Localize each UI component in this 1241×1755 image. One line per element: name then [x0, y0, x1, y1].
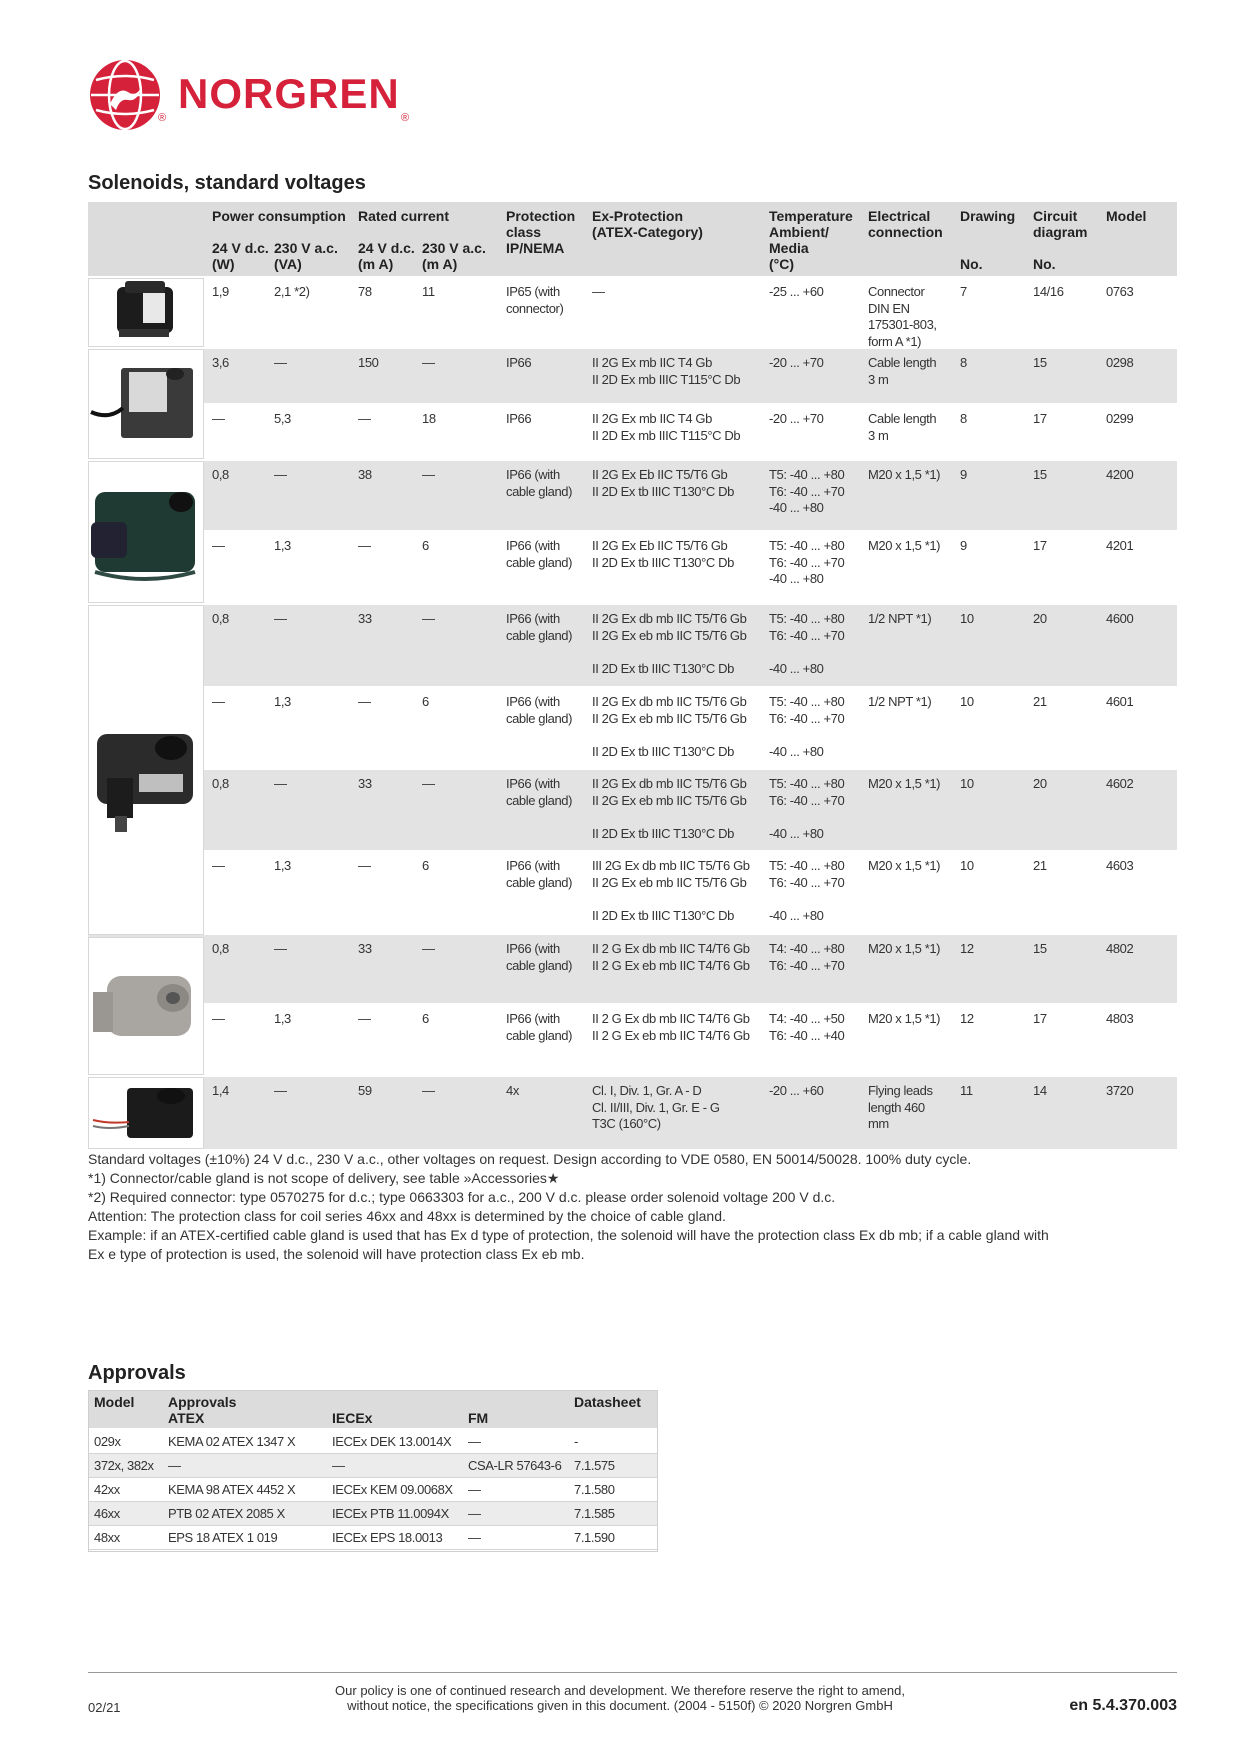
- apv-col-atex: ATEX: [168, 1410, 205, 1426]
- cell-w: 0,8: [212, 776, 229, 791]
- product-image-0298: [88, 349, 204, 459]
- cell-temp: T6: -40 ... +40: [769, 1027, 845, 1043]
- cell-ex: II 2G Ex Eb IIC T5/T6 Gb: [592, 467, 728, 482]
- col-circuit-2: diagram: [1033, 224, 1088, 240]
- cell-model: 4602: [1106, 776, 1134, 791]
- col-electrical: Electrical: [868, 208, 931, 224]
- table-row: [88, 461, 1177, 530]
- cell-w: 1,4: [212, 1083, 229, 1098]
- cell-prot: connector): [506, 300, 564, 316]
- cell-prot: IP66 (with: [506, 694, 560, 709]
- cell-temp: T6: -40 ... +70: [769, 792, 845, 808]
- footer-policy-line: without notice, the specifications given in this document. (2004 - 5150f) © 2020 Norgren GmbH: [347, 1698, 893, 1713]
- col-rated: Rated current: [358, 208, 450, 224]
- apv-cell-ds: 7.1.590: [574, 1530, 615, 1545]
- cell-ex: II 2 G Ex eb mb IIC T4/T6 Gb: [592, 957, 750, 973]
- cell-temp: T5: -40 ... +80: [769, 776, 845, 791]
- cell-circ: 14/16: [1033, 284, 1064, 299]
- cell-ma230: 6: [422, 858, 429, 873]
- note-line: Attention: The protection class for coil series 46xx and 48xx is determined by the choice of cable gland.: [88, 1208, 726, 1224]
- col-protection-2: class: [506, 224, 542, 240]
- cell-elec: M20 x 1,5 *1): [868, 538, 941, 553]
- cell-ma24: 59: [358, 1083, 372, 1098]
- cell-ma24: 38: [358, 467, 372, 482]
- cell-temp: -40 ... +80: [769, 500, 824, 515]
- cell-circ: 21: [1033, 694, 1047, 709]
- apv-cell-ds: 7.1.580: [574, 1482, 615, 1497]
- cell-circ: 15: [1033, 941, 1047, 956]
- col-power: Power consumption: [212, 208, 346, 224]
- cell-ma24: —: [358, 694, 371, 709]
- cell-elec: DIN EN: [868, 300, 910, 316]
- cell-ex: II 2G Ex eb mb IIC T5/T6 Gb: [592, 627, 747, 643]
- cell-temp: -20 ... +70: [769, 355, 824, 370]
- cell-prot: IP65 (with: [506, 284, 560, 299]
- cell-temp: -40 ... +80: [769, 571, 824, 586]
- col-circuit-no: No.: [1033, 256, 1056, 272]
- cell-draw: 12: [960, 1011, 974, 1026]
- cell-temp: -40 ... +80: [769, 743, 824, 759]
- col-ex: Ex-Protection: [592, 208, 684, 224]
- apv-cell-atex: KEMA 02 ATEX 1347 X: [168, 1434, 296, 1449]
- cell-elec: 3 m: [868, 371, 889, 387]
- cell-elec: length 460: [868, 1099, 925, 1115]
- cell-prot: IP66 (with: [506, 611, 560, 626]
- apv-col-iecex: IECEx: [332, 1410, 373, 1426]
- cell-ex: II 2 G Ex db mb IIC T4/T6 Gb: [592, 1011, 750, 1026]
- col-electrical-2: connection: [868, 224, 943, 240]
- product-image-4200: [88, 461, 204, 603]
- apv-cell-fm: —: [468, 1482, 481, 1497]
- table-row: [88, 770, 1177, 850]
- table-header: [88, 202, 1177, 276]
- cell-draw: 10: [960, 694, 974, 709]
- cell-temp: T5: -40 ... +80: [769, 467, 845, 482]
- table-row: [88, 349, 1177, 403]
- cell-model: 4200: [1106, 467, 1134, 482]
- cell-circ: 20: [1033, 611, 1047, 626]
- cell-circ: 15: [1033, 467, 1047, 482]
- cell-model: 4603: [1106, 858, 1134, 873]
- cell-w: —: [212, 694, 225, 709]
- apv-cell-fm: —: [468, 1530, 481, 1545]
- cell-circ: 17: [1033, 411, 1047, 426]
- cell-w: —: [212, 538, 225, 553]
- table-row: [88, 278, 1177, 347]
- footer-date: 02/21: [88, 1700, 121, 1715]
- cell-ex: II 2D Ex tb IIIC T130°C Db: [592, 743, 734, 759]
- cell-temp: T6: -40 ... +70: [769, 627, 845, 643]
- cell-ma24: 33: [358, 611, 372, 626]
- cell-va: —: [274, 776, 287, 791]
- cell-elec: form A *1): [868, 333, 922, 349]
- cell-prot: IP66 (with: [506, 941, 560, 956]
- cell-draw: 8: [960, 411, 967, 426]
- cell-prot: IP66 (with: [506, 776, 560, 791]
- cell-w: —: [212, 411, 225, 426]
- cell-prot: cable gland): [506, 957, 573, 973]
- cell-prot: cable gland): [506, 483, 573, 499]
- cell-ma24: 78: [358, 284, 372, 299]
- table-row: [88, 935, 1177, 1003]
- cell-temp: T6: -40 ... +70: [769, 483, 845, 499]
- apv-cell-model: 029x: [94, 1434, 121, 1449]
- apv-cell-fm: —: [468, 1434, 481, 1449]
- cell-ma230: 6: [422, 1011, 429, 1026]
- apv-cell-iecex: —: [332, 1458, 345, 1473]
- cell-draw: 10: [960, 611, 974, 626]
- cell-temp: T6: -40 ... +70: [769, 710, 845, 726]
- note-line: *2) Required connector: type 0570275 for d.c.; type 0663303 for a.c., 200 V d.c. please order solenoid voltage 200 V d.c.: [88, 1189, 836, 1205]
- apv-cell-model: 372x, 382x: [94, 1458, 154, 1473]
- cell-elec: M20 x 1,5 *1): [868, 467, 941, 482]
- cell-temp: T5: -40 ... +80: [769, 694, 845, 709]
- cell-va: 1,3: [274, 694, 291, 709]
- cell-model: 4601: [1106, 694, 1134, 709]
- cell-ex: II 2G Ex db mb IIC T5/T6 Gb: [592, 776, 747, 791]
- cell-prot: cable gland): [506, 1027, 573, 1043]
- cell-ma230: 11: [422, 284, 435, 299]
- cell-ma230: —: [422, 611, 435, 626]
- cell-prot: cable gland): [506, 792, 573, 808]
- cell-elec: 175301-803,: [868, 317, 937, 332]
- cell-draw: 12: [960, 941, 974, 956]
- apv-cell-atex: EPS 18 ATEX 1 019: [168, 1530, 278, 1545]
- cell-prot: cable gland): [506, 710, 573, 726]
- cell-ex: II 2G Ex mb IIC T4 Gb: [592, 355, 712, 370]
- brand-name: NORGREN: [178, 70, 400, 117]
- cell-draw: 8: [960, 355, 967, 370]
- cell-temp: -25 ... +60: [769, 284, 824, 299]
- note-line: *1) Connector/cable gland is not scope of delivery, see table »Accessories★: [88, 1170, 560, 1186]
- col-rated-230: 230 V a.c.: [422, 240, 486, 256]
- cell-prot: IP66 (with: [506, 538, 560, 553]
- cell-va: 1,3: [274, 1011, 291, 1026]
- footer-divider: [88, 1672, 1177, 1673]
- cell-circ: 21: [1033, 858, 1047, 873]
- cell-prot: cable gland): [506, 627, 573, 643]
- cell-va: —: [274, 611, 287, 626]
- cell-ex: II 2D Ex mb IIIC T115°C Db: [592, 427, 741, 443]
- cell-ex: II 2G Ex db mb IIC T5/T6 Gb: [592, 611, 747, 626]
- table-row: [88, 852, 1177, 933]
- cell-ex: II 2G Ex eb mb IIC T5/T6 Gb: [592, 792, 747, 808]
- col-power-24: 24 V d.c.: [212, 240, 269, 256]
- cell-prot: IP66 (with: [506, 858, 560, 873]
- cell-temp: -20 ... +70: [769, 411, 824, 426]
- cell-ma24: 150: [358, 355, 379, 370]
- cell-ex: T3C (160°C): [592, 1116, 661, 1131]
- apv-col-fm: FM: [468, 1410, 489, 1426]
- cell-ma230: 6: [422, 538, 429, 553]
- cell-w: —: [212, 1011, 225, 1026]
- cell-temp: T5: -40 ... +80: [769, 611, 845, 626]
- col-circuit: Circuit: [1033, 208, 1078, 224]
- col-power-230-unit: (VA): [274, 256, 302, 272]
- apv-cell-model: 46xx: [94, 1506, 120, 1521]
- cell-va: —: [274, 467, 287, 482]
- col-drawing-no: No.: [960, 256, 983, 272]
- product-image-4600: [88, 605, 204, 935]
- apv-col-model: Model: [94, 1394, 135, 1410]
- cell-temp: T6: -40 ... +70: [769, 874, 845, 890]
- apv-cell-fm: —: [468, 1506, 481, 1521]
- cell-va: 1,3: [274, 858, 291, 873]
- cell-ex: II 2 G Ex eb mb IIC T4/T6 Gb: [592, 1027, 750, 1043]
- cell-draw: 10: [960, 858, 974, 873]
- product-image-4802: [88, 937, 204, 1075]
- cell-prot: IP66 (with: [506, 467, 560, 482]
- apv-col-datasheet: Datasheet: [574, 1394, 641, 1410]
- col-rated-24: 24 V d.c.: [358, 240, 415, 256]
- cell-ex: II 2G Ex eb mb IIC T5/T6 Gb: [592, 874, 747, 890]
- cell-circ: 15: [1033, 355, 1047, 370]
- table-row: [88, 1005, 1177, 1075]
- cell-draw: 9: [960, 467, 967, 482]
- col-temp-2: Ambient/: [769, 224, 829, 240]
- cell-prot: IP66 (with: [506, 1011, 560, 1026]
- cell-temp: T5: -40 ... +80: [769, 858, 845, 873]
- cell-ex: II 2D Ex tb IIIC T130°C Db: [592, 660, 734, 676]
- note-line: Standard voltages (±10%) 24 V d.c., 230 V a.c., other voltages on request. Design according to VDE 0580, EN 50014/50028. 100% duty cycle.: [88, 1151, 972, 1167]
- cell-draw: 7: [960, 284, 967, 299]
- cell-prot: IP66: [506, 411, 532, 426]
- cell-model: 0298: [1106, 355, 1134, 370]
- cell-model: 0763: [1106, 284, 1134, 299]
- cell-prot: cable gland): [506, 554, 573, 570]
- cell-w: 1,9: [212, 284, 229, 299]
- cell-elec: Flying leads: [868, 1083, 933, 1098]
- cell-ma230: —: [422, 941, 435, 956]
- cell-ex: II 2G Ex mb IIC T4 Gb: [592, 411, 712, 426]
- cell-model: 0299: [1106, 411, 1134, 426]
- cell-elec: Connector: [868, 284, 925, 299]
- cell-elec: Cable length: [868, 411, 937, 426]
- cell-elec: M20 x 1,5 *1): [868, 1011, 941, 1026]
- col-protection: Protection: [506, 208, 576, 224]
- footer-policy-line: Our policy is one of continued research and development. We therefore reserve the right to amend,: [335, 1683, 905, 1698]
- cell-temp: T5: -40 ... +80: [769, 538, 845, 553]
- apv-col-approvals: Approvals: [168, 1394, 237, 1410]
- cell-elec: 1/2 NPT *1): [868, 611, 932, 626]
- cell-elec: M20 x 1,5 *1): [868, 941, 941, 956]
- cell-prot: 4x: [506, 1083, 519, 1098]
- cell-temp: T4: -40 ... +80: [769, 941, 845, 956]
- document-number: en 5.4.370.003: [1069, 1697, 1177, 1714]
- cell-ex: II 2D Ex mb IIIC T115°C Db: [592, 371, 741, 387]
- cell-temp: -40 ... +80: [769, 907, 824, 923]
- cell-w: —: [212, 858, 225, 873]
- col-protection-3: IP/NEMA: [506, 240, 565, 256]
- cell-temp: -40 ... +80: [769, 825, 824, 841]
- note-line: Ex e type of protection is used, the solenoid will have protection class Ex eb mb.: [88, 1246, 585, 1262]
- solenoids-title: Solenoids, standard voltages: [88, 172, 366, 194]
- table-row: [88, 405, 1177, 459]
- apv-cell-iecex: IECEx DEK 13.0014X: [332, 1434, 452, 1449]
- cell-ma24: —: [358, 411, 371, 426]
- col-ex-2: (ATEX-Category): [592, 224, 703, 240]
- registered-mark: ®: [401, 112, 410, 124]
- apv-cell-model: 42xx: [94, 1482, 120, 1497]
- cell-ma24: 33: [358, 776, 372, 791]
- cell-circ: 14: [1033, 1083, 1047, 1098]
- cell-elec: mm: [868, 1116, 889, 1131]
- cell-ma24: —: [358, 1011, 371, 1026]
- cell-ma230: 18: [422, 411, 436, 426]
- apv-cell-atex: KEMA 98 ATEX 4452 X: [168, 1482, 296, 1497]
- cell-draw: 9: [960, 538, 967, 553]
- cell-va: 1,3: [274, 538, 291, 553]
- cell-model: 4201: [1106, 538, 1134, 553]
- apv-cell-iecex: IECEx KEM 09.0068X: [332, 1482, 453, 1497]
- cell-temp: -40 ... +80: [769, 660, 824, 676]
- cell-ex: II 2G Ex db mb IIC T5/T6 Gb: [592, 694, 747, 709]
- cell-ma24: —: [358, 858, 371, 873]
- col-temp-4: (°C): [769, 256, 795, 272]
- cell-ex: II 2D Ex tb IIIC T130°C Db: [592, 907, 734, 923]
- col-drawing: Drawing: [960, 208, 1016, 224]
- cell-ma230: 6: [422, 694, 429, 709]
- footer-policy: [290, 1683, 950, 1713]
- col-power-230: 230 V a.c.: [274, 240, 338, 256]
- cell-model: 4600: [1106, 611, 1134, 626]
- table-row: [88, 688, 1177, 768]
- cell-circ: 20: [1033, 776, 1047, 791]
- cell-ex: III 2G Ex db mb IIC T5/T6 Gb: [592, 858, 750, 873]
- apv-cell-ds: 7.1.585: [574, 1506, 615, 1521]
- cell-ex: II 2 G Ex db mb IIC T4/T6 Gb: [592, 941, 750, 956]
- cell-temp: -20 ... +60: [769, 1083, 824, 1098]
- cell-ex: Cl. II/III, Div. 1, Gr. E - G: [592, 1099, 720, 1115]
- cell-prot: IP66: [506, 355, 532, 370]
- cell-circ: 17: [1033, 538, 1047, 553]
- cell-ex: II 2D Ex tb IIIC T130°C Db: [592, 825, 734, 841]
- cell-temp: T6: -40 ... +70: [769, 957, 845, 973]
- apv-cell-fm: CSA-LR 57643-6: [468, 1458, 562, 1473]
- col-power-24-unit: (W): [212, 256, 235, 272]
- apv-cell-ds: -: [574, 1434, 578, 1449]
- col-temp: Temperature: [769, 208, 853, 224]
- product-image-3720: [88, 1077, 204, 1149]
- col-rated-230-unit: (m A): [422, 256, 458, 272]
- cell-w: 0,8: [212, 611, 229, 626]
- cell-ma230: —: [422, 776, 435, 791]
- registered-mark: ®: [158, 112, 167, 124]
- cell-ex: II 2D Ex tb IIIC T130°C Db: [592, 483, 734, 499]
- cell-temp: T6: -40 ... +70: [769, 554, 845, 570]
- cell-ex: II 2D Ex tb IIIC T130°C Db: [592, 554, 734, 570]
- table-row: [88, 605, 1177, 686]
- cell-elec: 1/2 NPT *1): [868, 694, 932, 709]
- cell-va: —: [274, 1083, 287, 1098]
- apv-cell-atex: —: [168, 1458, 181, 1473]
- cell-draw: 11: [960, 1083, 973, 1098]
- col-temp-3: Media: [769, 240, 809, 256]
- cell-draw: 10: [960, 776, 974, 791]
- cell-ma230: —: [422, 467, 435, 482]
- table-row: [88, 1077, 1177, 1149]
- cell-elec: 3 m: [868, 427, 889, 443]
- cell-ex: II 2G Ex eb mb IIC T5/T6 Gb: [592, 710, 747, 726]
- cell-ex: —: [592, 284, 605, 299]
- norgren-logo: [88, 58, 488, 132]
- cell-ex: Cl. I, Div. 1, Gr. A - D: [592, 1083, 702, 1098]
- cell-elec: M20 x 1,5 *1): [868, 858, 941, 873]
- cell-ma230: —: [422, 1083, 435, 1098]
- apv-cell-iecex: IECEx EPS 18.0013: [332, 1530, 443, 1545]
- cell-ma24: —: [358, 538, 371, 553]
- cell-temp: T4: -40 ... +50: [769, 1011, 845, 1026]
- cell-prot: cable gland): [506, 874, 573, 890]
- cell-elec: M20 x 1,5 *1): [868, 776, 941, 791]
- globe-logo-icon: [88, 58, 162, 132]
- apv-cell-atex: PTB 02 ATEX 2085 X: [168, 1506, 285, 1521]
- cell-model: 3720: [1106, 1083, 1134, 1098]
- cell-circ: 17: [1033, 1011, 1047, 1026]
- product-image-0763: [88, 278, 204, 347]
- cell-va: 2,1 *2): [274, 284, 310, 299]
- col-rated-24-unit: (m A): [358, 256, 394, 272]
- approvals-title: Approvals: [88, 1362, 186, 1384]
- col-model: Model: [1106, 208, 1147, 224]
- cell-w: 0,8: [212, 467, 229, 482]
- apv-cell-model: 48xx: [94, 1530, 120, 1545]
- table-row: [88, 532, 1177, 603]
- cell-elec: Cable length: [868, 355, 937, 370]
- cell-ma230: —: [422, 355, 435, 370]
- cell-va: 5,3: [274, 411, 291, 426]
- cell-va: —: [274, 941, 287, 956]
- cell-va: —: [274, 355, 287, 370]
- apv-cell-ds: 7.1.575: [574, 1458, 615, 1473]
- cell-w: 3,6: [212, 355, 229, 370]
- approvals-border: [88, 1390, 658, 1552]
- cell-w: 0,8: [212, 941, 229, 956]
- apv-cell-iecex: IECEx PTB 11.0094X: [332, 1506, 449, 1521]
- cell-model: 4803: [1106, 1011, 1134, 1026]
- note-line: Example: if an ATEX-certified cable gland is used that has Ex d type of protection, the solenoid will have the protection class Ex db mb; if a cable gland with: [88, 1227, 1049, 1243]
- cell-model: 4802: [1106, 941, 1134, 956]
- table-notes: [88, 1150, 1178, 1264]
- cell-ma24: 33: [358, 941, 372, 956]
- cell-ex: II 2G Ex Eb IIC T5/T6 Gb: [592, 538, 728, 553]
